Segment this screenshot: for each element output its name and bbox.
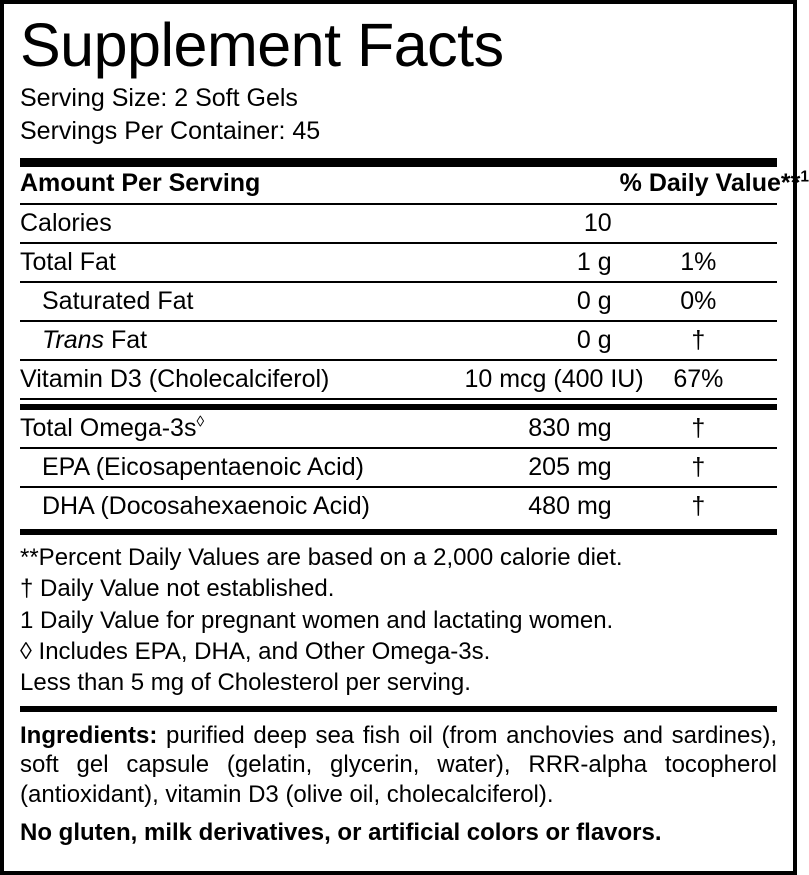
row-name-rest: Fat	[104, 326, 148, 355]
row-amount: 830 mg	[454, 410, 619, 448]
table-row-saturated-fat	[20, 282, 777, 321]
table-row-calories	[20, 204, 777, 243]
row-name: Calories	[20, 204, 454, 243]
table-row-dha	[20, 487, 777, 525]
row-name	[20, 410, 454, 448]
row-daily-value: †	[620, 410, 777, 448]
footnote-dagger: † Daily Value not established.	[20, 575, 335, 603]
row-name-text: Total Omega-3s	[20, 414, 197, 443]
table-header-row	[20, 167, 777, 204]
ingredients-block	[20, 712, 777, 809]
servings-per-container: Servings Per Container: 45	[20, 117, 321, 146]
row-daily-value: †	[620, 448, 777, 487]
table-row-epa	[20, 448, 777, 487]
omega-table	[20, 410, 777, 525]
row-amount: 205 mg	[454, 448, 619, 487]
row-daily-value: †	[620, 321, 777, 360]
serving-size: Serving Size: 2 Soft Gels	[20, 84, 298, 113]
row-name: EPA (Eicosapentaenoic Acid)	[20, 448, 454, 487]
row-amount: 1 g	[454, 243, 619, 282]
row-name-superscript: ◊	[196, 413, 205, 431]
row-amount: 10 mcg (400 IU)	[454, 360, 619, 399]
row-amount: 10	[454, 204, 619, 243]
header-daily-value-text: % Daily Value**	[619, 169, 801, 198]
row-name-italic: Trans	[42, 326, 105, 355]
row-amount: 480 mg	[528, 492, 612, 521]
table-row-trans-fat	[20, 321, 777, 360]
panel-inner	[4, 4, 809, 854]
row-daily-value: 1%	[620, 243, 777, 282]
nutrition-table	[20, 167, 809, 400]
header-daily-value-superscript: 1	[800, 168, 809, 186]
row-amount: 0 g	[454, 282, 619, 321]
footnote-cholesterol: Less than 5 mg of Cholesterol per serving.	[20, 668, 471, 696]
panel-title: Supplement Facts	[20, 11, 504, 79]
header-amount-per-serving: Amount Per Serving	[20, 167, 454, 204]
table-row-total-fat	[20, 243, 777, 282]
ingredients-label: Ingredients:	[20, 722, 158, 750]
table-row-vitamin-d3	[20, 360, 777, 399]
allergen-statement: No gluten, milk derivatives, or artificial colors or flavors.	[20, 818, 662, 846]
row-name: Total Fat	[20, 243, 454, 282]
row-name: Saturated Fat	[20, 282, 454, 321]
header-daily-value	[619, 167, 809, 204]
row-daily-value	[620, 204, 777, 243]
footnotes	[20, 535, 777, 706]
footnote-omega-lozenge: ◊ Includes EPA, DHA, and Other Omega-3s.	[20, 637, 491, 665]
row-daily-value: 67%	[620, 360, 777, 399]
ingredients-text: purified deep sea fish oil (from anchovies and sardines), soft gel capsule (gelatin, glycerin, water), RRR-alpha tocopherol (antioxidant), vitamin D3 (olive oil, cholecalciferol).	[20, 722, 777, 808]
footnote-percent-dv: **Percent Daily Values are based on a 2,000 calorie diet.	[20, 544, 623, 572]
footnote-pregnant: 1 Daily Value for pregnant women and lactating women.	[20, 606, 614, 634]
row-name	[20, 321, 454, 360]
row-name: DHA (Docosahexaenoic Acid)	[42, 492, 370, 521]
row-daily-value: 0%	[620, 282, 777, 321]
table-row-total-omega-3s	[20, 410, 777, 448]
row-name	[20, 360, 454, 399]
divider-thick-top	[20, 158, 777, 167]
header-spacer	[454, 167, 619, 204]
row-daily-value: †	[691, 492, 706, 521]
row-amount: 0 g	[454, 321, 619, 360]
row-name-text: Vitamin D3 (Cholecalciferol)	[20, 365, 330, 394]
